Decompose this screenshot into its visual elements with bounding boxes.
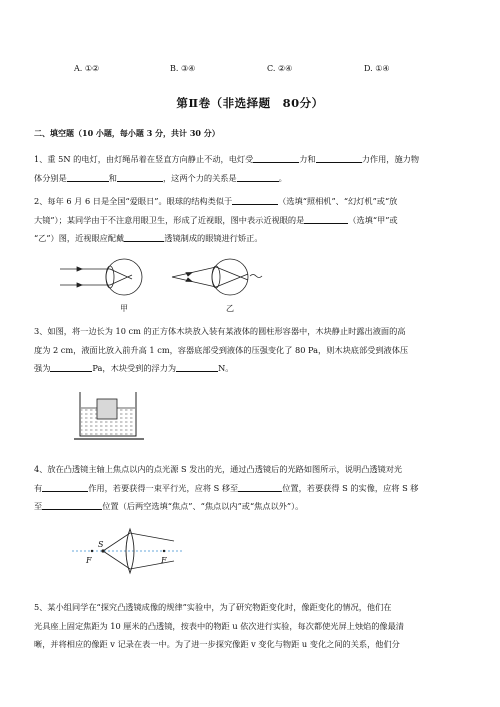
blank[interactable]	[238, 482, 282, 492]
question-2: 2、每年 6 月 6 日是全国“爱眼日”。眼球的结构类似于 （选填“照相机”、“幻灯机”或“放 大镜”）；某同学由于不注意用眼卫生，形成了近视眼，图中表示近视眼的是 （选填“甲”或 “乙”）图，近视眼应配戴 透镜制成的眼镜进行矫正。	[34, 196, 398, 243]
option-b: B. ③④	[170, 64, 196, 73]
subsection-title: 二、填空题（10 小题，每小题 3 分，共计 30 分）	[34, 128, 220, 138]
eye-diagram-a-label: 甲	[120, 304, 128, 313]
section-title: 第Ⅱ卷（非选择题 80分）	[176, 96, 324, 110]
blank[interactable]	[316, 153, 362, 163]
focus-label-left: F	[86, 556, 92, 565]
eye-diagram-b-label: 乙	[226, 304, 234, 313]
blank[interactable]	[232, 195, 278, 205]
focus-label-right: F	[161, 556, 167, 565]
blank[interactable]	[176, 362, 218, 372]
option-c: C. ②④	[267, 64, 293, 73]
blank[interactable]	[237, 172, 279, 182]
question-1: 1、重 5N 的电灯，由灯绳吊着在竖直方向静止不动，电灯受 力和 力作用，施力物 体分别是 和 ，这两个力的关系是 。	[34, 154, 420, 183]
eye-diagram-a	[60, 259, 142, 295]
blank[interactable]	[117, 172, 163, 182]
wooden-block	[97, 399, 117, 419]
blank[interactable]	[253, 153, 299, 163]
eye-diagrams	[60, 255, 280, 317]
blank[interactable]	[304, 214, 348, 224]
lens-diagram	[70, 527, 190, 575]
option-d: D. ①④	[364, 64, 390, 73]
blank[interactable]	[42, 500, 102, 510]
option-a: A. ①②	[74, 64, 100, 73]
question-3: 3、如图，将一边长为 10 cm 的正方体木块放入装有某液体的圆柱形容器中，木块静止时露出液面的高 度为 2 cm，液面比放入前升高 1 cm，容器底部受到液体的压强变化了 80 Pa，则木块底部受到液体压 强为 Pa，木块受到的浮力为 N。	[34, 326, 409, 373]
blank[interactable]	[67, 172, 109, 182]
question-5: 5、某小组同学在“探究凸透镜成像的规律”实验中，为了研究物距变化时，像距变化的情况，他们在 光具座上固定焦距为 10 厘米的凸透镜，按表中的物距 u 依次进行实验，每次都使光屏上烛焰的像最清 晰，并将相应的像距 v 记录在表一中。为了进一步探究像距 v 变化与物距 u 变化之间的关系，他们分	[34, 602, 404, 649]
eye-diagram-b	[172, 259, 262, 295]
point-source	[101, 549, 104, 552]
container-diagram	[70, 388, 150, 444]
source-label: S	[98, 540, 104, 549]
question-4: 4、放在凸透镜主轴上焦点以内的点光源 S 发出的光，通过凸透镜后的光路如图所示，说明凸透镜对光 有 作用，若要获得一束平行光，应将 S 移至 位置，若要获得 S 的实像，应将 S 移 至 位置（后两空选填“焦点”、“焦点以内”或“焦点以外”）。	[34, 464, 419, 511]
blank[interactable]	[50, 362, 92, 372]
blank[interactable]	[42, 482, 88, 492]
blank[interactable]	[124, 232, 164, 242]
